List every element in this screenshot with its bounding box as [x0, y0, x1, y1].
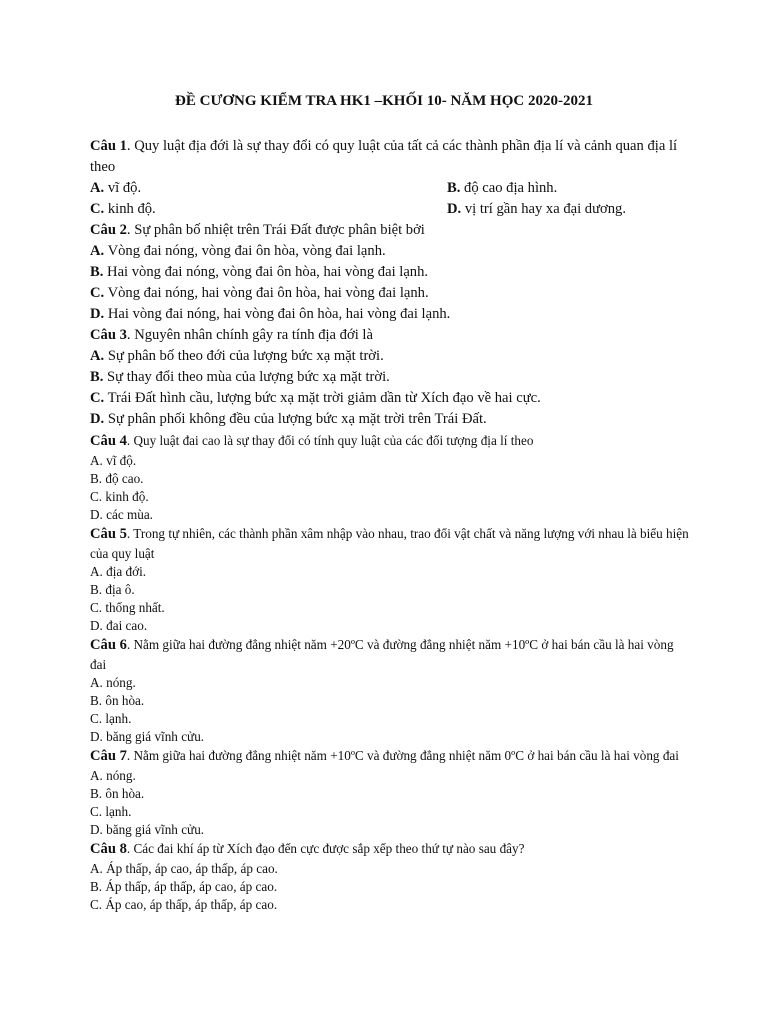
option-b: B. độ cao địa hình. — [447, 180, 558, 196]
option-c: C. Vòng đai nóng, hai vòng đai ôn hòa, hai vòng đai lạnh. — [90, 285, 429, 301]
question-list — [90, 136, 690, 914]
question-1: Câu 1. Quy luật địa đới là sự thay đổi có quy luật của tất cả các thành phần địa lí và cảnh quan địa lí theo A. vĩ độ. B. độ cao địa hình. C. kinh độ. D. vị trí gần hay xa đại dương. — [90, 136, 690, 220]
question-number: Câu 5 — [90, 526, 127, 542]
option-a: A. vĩ độ. — [90, 180, 142, 196]
option-c: C. lạnh. — [90, 711, 132, 726]
question-2: Câu 2. Sự phân bố nhiệt trên Trái Đất được phân biệt bởi A. Vòng đai nóng, vòng đai ôn hòa, vòng đai lạnh. B. Hai vòng đai nóng, vòng đai ôn hòa, hai vòng đai lạnh. C. Vòng đai nóng, hai vòng đai ôn hòa, hai vòng đai lạnh. D. Hai vòng đai nóng, hai vòng đai ôn hòa, hai vòng đai lạnh. — [90, 220, 690, 325]
question-number: Câu 3 — [90, 327, 127, 343]
options — [90, 178, 690, 220]
question-text: Quy luật đai cao là sự thay đổi có tính quy luật của các đối tượng địa lí theo — [133, 433, 534, 448]
question-number: Câu 8 — [90, 841, 127, 857]
question-5: Câu 5. Trong tự nhiên, các thành phần xâm nhập vào nhau, trao đổi vật chất và năng lượng với nhau là biểu hiện của quy luật A. địa đới. B. địa ô. C. thống nhất. D. đai cao. — [90, 526, 689, 633]
option-c: C. Trái Đất hình cầu, lượng bức xạ mặt trời giảm dần từ Xích đạo về hai cực. — [90, 390, 541, 406]
option-b: B. Sự thay đổi theo mùa của lượng bức xạ mặt trời. — [90, 369, 390, 385]
option-b: B. Áp thấp, áp thấp, áp cao, áp cao. — [90, 879, 278, 894]
question-text: Nằm giữa hai đường đẳng nhiệt năm +20ºC và đường đẳng nhiệt năm +10ºC ở hai bán cầu là hai vòng đai — [90, 637, 674, 672]
question-8: Câu 8. Các đai khí áp từ Xích đạo đến cực được sắp xếp theo thứ tự nào sau đây? A. Áp thấp, áp cao, áp thấp, áp cao. B. Áp thấp, áp thấp, áp cao, áp cao. C. Áp cao, áp thấp, áp thấp, áp cao. — [90, 839, 690, 914]
question-text: Sự phân bố nhiệt trên Trái Đất được phân biệt bởi — [134, 222, 425, 238]
option-d: D. băng giá vĩnh cửu. — [90, 822, 205, 837]
option-d: D. Hai vòng đai nóng, hai vòng đai ôn hòa, hai vòng đai lạnh. — [90, 306, 451, 322]
option-b: B. độ cao. — [90, 471, 144, 486]
option-c: C. Áp cao, áp thấp, áp thấp, áp cao. — [90, 897, 278, 912]
option-a: A. Vòng đai nóng, vòng đai ôn hòa, vòng đai lạnh. — [90, 243, 386, 259]
option-b: B. ôn hòa. — [90, 786, 145, 801]
option-b: B. Hai vòng đai nóng, vòng đai ôn hòa, hai vòng đai lạnh. — [90, 264, 429, 280]
option-b: B. địa ô. — [90, 582, 135, 597]
option-a: A. vĩ độ. — [90, 453, 137, 468]
option-d: D. các mùa. — [90, 507, 153, 522]
question-number: Câu 2 — [90, 222, 127, 238]
option-a: A. Áp thấp, áp cao, áp thấp, áp cao. — [90, 861, 278, 876]
question-6: Câu 6. Nằm giữa hai đường đẳng nhiệt năm +20ºC và đường đẳng nhiệt năm +10ºC ở hai bán cầu là hai vòng đai A. nóng. B. ôn hòa. C. lạnh. D. băng giá vĩnh cửu. — [90, 635, 690, 746]
option-a: A. nóng. — [90, 675, 136, 690]
question-text: Nguyên nhân chính gây ra tính địa đới là — [134, 327, 373, 343]
option-c: C. kinh độ. — [90, 201, 156, 217]
option-c: C. lạnh. — [90, 804, 132, 819]
question-number: Câu 6 — [90, 637, 127, 653]
option-d: D. Sự phân phối không đều của lượng bức xạ mặt trời trên Trái Đất. — [90, 411, 487, 427]
question-7: Câu 7. Nằm giữa hai đường đẳng nhiệt năm +10ºC và đường đẳng nhiệt năm 0ºC ở hai bán cầu là hai vòng đai A. nóng. B. ôn hòa. C. lạnh. D. băng giá vĩnh cửu. — [90, 746, 690, 839]
option-b: B. ôn hòa. — [90, 693, 145, 708]
question-text: Trong tự nhiên, các thành phần xâm nhập vào nhau, trao đổi vật chất và năng lượng với nhau là biểu hiện của quy luật — [90, 526, 689, 561]
question-number: Câu 1 — [90, 138, 127, 154]
option-c: C. thống nhất. — [90, 600, 165, 615]
option-d: D. băng giá vĩnh cửu. — [90, 729, 205, 744]
option-c: C. kinh độ. — [90, 489, 149, 504]
question-text: Quy luật địa đới là sự thay đổi có quy luật của tất cả các thành phần địa lí và cảnh quan địa lí theo — [90, 138, 678, 175]
option-d: D. vị trí gần hay xa đại dương. — [447, 201, 626, 217]
question-text: Nằm giữa hai đường đẳng nhiệt năm +10ºC và đường đẳng nhiệt năm 0ºC ở hai bán cầu là hai vòng đai — [133, 748, 679, 763]
question-4: Câu 4. Quy luật đai cao là sự thay đổi có tính quy luật của các đối tượng địa lí theo A. vĩ độ. B. độ cao. C. kinh độ. D. các mùa. — [90, 430, 690, 524]
option-a: A. Sự phân bố theo đới của lượng bức xạ mặt trời. — [90, 348, 384, 364]
document-title: ĐỀ CƯƠNG KIỂM TRA HK1 –KHỐI 10- NĂM HỌC 2020-2021 — [175, 93, 593, 109]
question-number: Câu 7 — [90, 748, 127, 764]
question-number: Câu 4 — [90, 433, 127, 449]
question-text: Các đai khí áp từ Xích đạo đến cực được sắp xếp theo thứ tự nào sau đây? — [133, 841, 525, 856]
option-d: D. đai cao. — [90, 618, 148, 633]
question-3: Câu 3. Nguyên nhân chính gây ra tính địa đới là A. Sự phân bố theo đới của lượng bức xạ mặt trời. B. Sự thay đổi theo mùa của lượng bức xạ mặt trời. C. Trái Đất hình cầu, lượng bức xạ mặt trời giảm dần từ Xích đạo về hai cực. D. Sự phân phối không đều của lượng bức xạ mặt trời trên Trái Đất. — [90, 325, 690, 430]
option-a: A. nóng. — [90, 768, 136, 783]
option-a: A. địa đới. — [90, 564, 147, 579]
